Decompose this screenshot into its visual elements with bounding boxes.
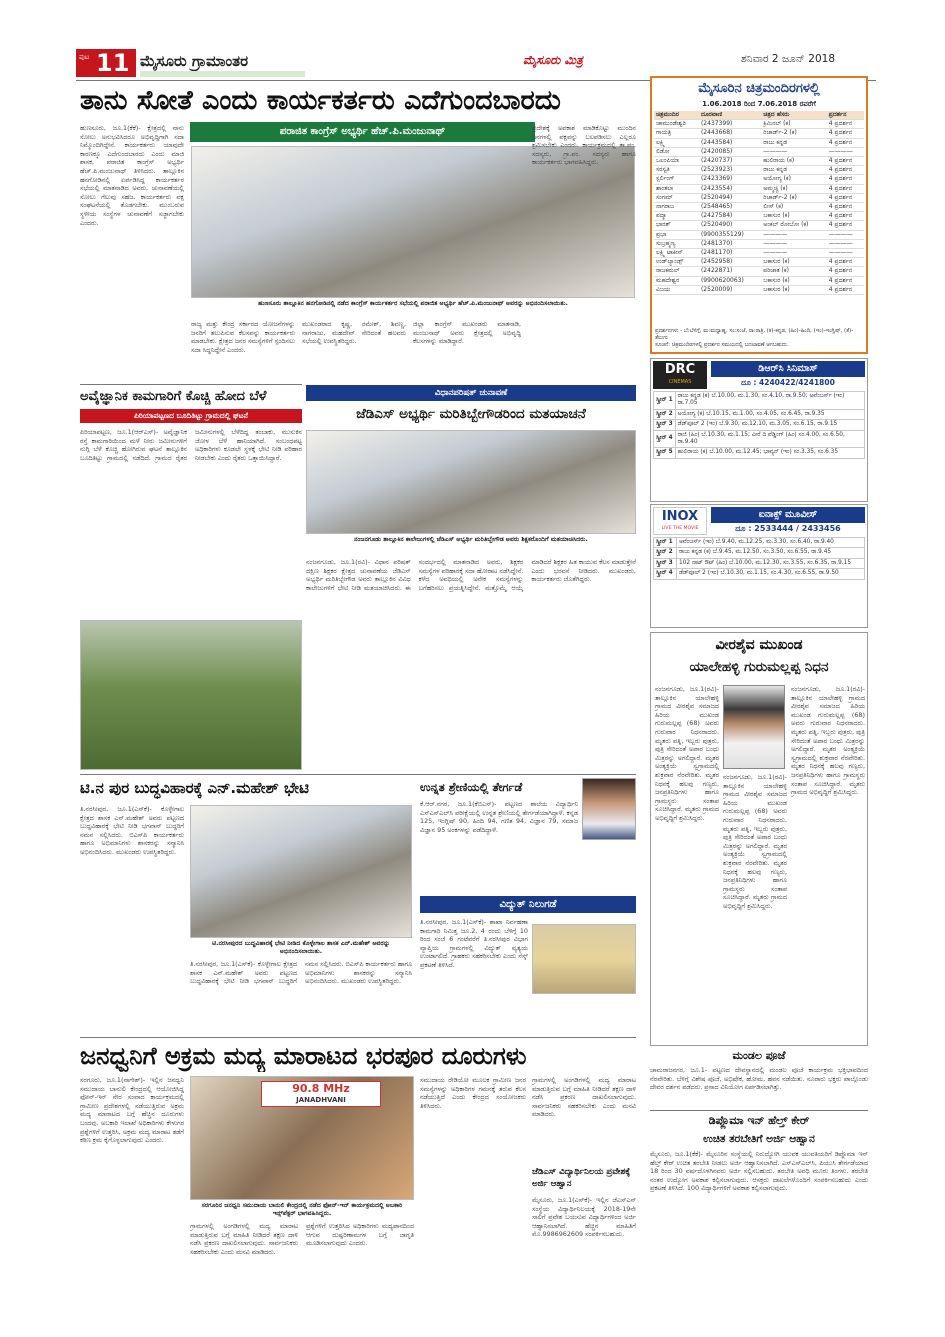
cinema-cell: (2548465) bbox=[699, 203, 761, 212]
radio-station-name: JANADHVANI bbox=[296, 1096, 346, 1104]
cinema-cell: 4 ಪ್ರದರ್ಶನ bbox=[827, 138, 864, 147]
cinema-cell: ಅಯೋಗ್ಯ (ಕ) bbox=[761, 175, 826, 184]
cinema-cell: ರಿಚಾರ್ಡ್‌-2 (ಕ) bbox=[761, 129, 826, 138]
cinema-cell: (2422871) bbox=[699, 267, 761, 276]
cinema-cell: ಲಕ್ಷ್ಮಿ bbox=[654, 138, 699, 147]
cinema-cell: ಪದ್ಮಾ bbox=[654, 212, 699, 221]
cinema-row bbox=[654, 175, 864, 184]
obituary-portrait bbox=[723, 685, 785, 769]
radio-frequency: 90.8 MHz bbox=[292, 1082, 350, 1095]
drc-rows bbox=[654, 392, 865, 459]
cinema-row bbox=[654, 203, 864, 212]
drc-row bbox=[654, 448, 865, 458]
section-underline bbox=[140, 71, 305, 77]
cinema-cell: ಬಕಾಸುರ (ಕ) bbox=[761, 212, 826, 221]
cinema-title: ಮೈಸೂರಿನ ಚಿತ್ರಮಂದಿರಗಳಲ್ಲಿ bbox=[698, 81, 820, 96]
masthead bbox=[76, 47, 876, 79]
drc-box bbox=[650, 358, 868, 502]
power-cut-body: ತಿ.ನರಸೀಪುರ, ಜೂ.1(ಎಸ್‌ಕೆ)- ಶಾಖಾ ನಿರ್ವಹಣಾ ಕಾಮಗಾರಿ ನಿಮಿತ್ತ ಜೂ.2, 4 ರಂದು ಬೆಳಿಗ್ಗೆ 10 ರಿಂದ ಸಂಜೆ 6 ಗಂಟೆವರೆಗೆ ತಿ.ನರಸೀಪುರ ವಿಭಾಗ ವ್ಯಾಪ್ತಿಯ ಗ್ರಾಮಗಳಲ್ಲಿ ವಿದ್ಯುತ್ ವ್ಯತ್ಯಯ ಉಂಟಾಗಲಿದೆ. ಗ್ರಾಹಕರು ಸಹಕರಿಸಬೇಕು ಎಂದು ಸೆಸ್ಕ್ ಪ್ರಕಟಣೆ ತಿಳಿಸಿದೆ. bbox=[420, 918, 528, 969]
cinema-cell: (2481370) bbox=[699, 239, 761, 248]
cinema-cell: ಅಂಕಲ್ ರೋಬೋ (ಕ) bbox=[761, 221, 826, 230]
cinema-cell: 4 ಪ್ರದರ್ಶನ bbox=[827, 157, 864, 166]
cinema-cell: ಲಕ್ಷ್ಮಿ ಟಾಕೀಸ್ bbox=[654, 249, 699, 258]
cinema-cell: ಸ್ಟರ್ಲಿಂಗ್ bbox=[654, 175, 699, 184]
cinema-cell: ಬಕಾಸುರ (ಕ) bbox=[761, 258, 826, 267]
cinema-cell: ———— bbox=[761, 239, 826, 248]
healthcare-body: ಮೈಸೂರು, ಜೂ.1(ಕೆಕೆ)- ಮೈಸೂರಿನ ಸಂಸ್ಥೆಯಲ್ಲಿ ನಿರುದ್ಯೋಗಿ ಯುವಕ ಯುವತಿಯರಿಗೆ ಡಿಪ್ಲೊಮಾ ಇನ್ ಹೆಲ್ತ್ ಕೇರ್ ಉಚಿತ ತರಬೇತಿ ನೀಡಲು ಅರ್ಜಿ ಆಹ್ವಾನಿಸಲಾಗಿದೆ. ಎಸ್ಎಸ್ಎಲ್‌ಸಿ, ಪಿಯುಸಿ ತೇರ್ಗಡೆಯಾದ 18 ರಿಂದ 30 ವರ್ಷದೊಳಗಿನವರು ಅರ್ಜಿ ಸಲ್ಲಿಸಬಹುದು. ತರಬೇತಿ ಅವಧಿ ಮೂರು ತಿಂಗಳು. ತರಬೇತಿ ನಂತರ ಉದ್ಯೋಗ ಅವಕಾಶ ಕಲ್ಪಿಸಲಾಗುವುದು. ಆಸಕ್ತರು ದಾಖಲೆಗಳೊಂದಿಗೆ ಸಂಪರ್ಕಿಸಬಹುದು ಎಂದು ಪ್ರಕಟಣೆ ತಿಳಿಸಿದೆ. 100 ವಿದ್ಯಾರ್ಥಿಗಳಿಗೆ ಅವಕಾಶ ಕಲ್ಪಿಸಲಾಗುವುದು. bbox=[650, 1150, 868, 1193]
cinema-cell: ಗಾಯತ್ರಿ bbox=[654, 129, 699, 138]
cinema-cell: ಲೀಸ್ (ಕ) bbox=[761, 203, 826, 212]
cinema-row bbox=[654, 166, 864, 175]
inox-logo bbox=[653, 507, 707, 535]
cinema-cell: (2420737) bbox=[699, 157, 761, 166]
cinema-header-shows: ಪ್ರದರ್ಶನ bbox=[827, 111, 864, 120]
radio-caption: ಸರಗೂರಿನ ಜನಧ್ವನಿ ಸಮುದಾಯ ಬಾನುಲಿ ಕೇಂದ್ರದಲ್ಲಿ ನಡೆದ ಫೋನ್-ಇನ್ ಕಾರ್ಯಕ್ರಮದಲ್ಲಿ ಅಬಕಾರಿ ಇನ್ಸ್‌ಪೆಕ್ಟರ್ ಭಾಗವಹಿಸಿದ್ದರು. bbox=[201, 1202, 403, 1217]
cinema-cell: ಲಿಡೋ bbox=[654, 147, 699, 156]
lead-headline: ತಾನು ಸೋತೆ ಎಂದು ಕಾರ್ಯಕರ್ತರು ಎದೆಗುಂದಬಾರದು bbox=[80, 85, 561, 116]
inox-cell: ರಾಜು ಕನ್ನಡ (ಕ) ಬೆ.9.45, ಮ.12.50, ಸಂ.3.50, ಸಂ.6.55, ರಾ.9.45 bbox=[676, 548, 864, 558]
cinema-box bbox=[650, 76, 868, 354]
inox-cell: ಸ್ಕ್ರೀನ್ 4 bbox=[654, 569, 677, 579]
council-headline: ಜೆಡಿಎಸ್ ಅಭ್ಯರ್ಥಿ ಮರಿತಿಬ್ಬೇಗೌಡರಿಂದ ಮತಯಾಚನೆ bbox=[356, 406, 586, 422]
lead-subhead: ಪರಾಜಿತ ಕಾಂಗ್ರೆಸ್ ಅಭ್ಯರ್ಥಿ ಹೆಚ್.ಪಿ.ಮಂಜುನಾಥ್ bbox=[190, 122, 535, 142]
obituary-headline-2: ಯಾಲೇಹಳ್ಳಿ ಗುರುಮಲ್ಲಪ್ಪ ನಿಧನ bbox=[689, 659, 829, 675]
cinema-row bbox=[654, 267, 864, 276]
council-photo-caption: ನಂಜನಗೂಡು ತಾಲ್ಲೂಕಿನ ಕಾಲೇಜುಗಳಲ್ಲಿ ಜೆಡಿಎಸ್ ಅಭ್ಯರ್ಥಿ ಮರಿತಿಬ್ಬೇಗೌಡ ಅವರು ಶಿಕ್ಷಕರೊಂದಿಗೆ ಮತಯಾಚಿಸಿದರು. bbox=[354, 536, 588, 543]
hostel-headline: ಜೆಡಿಎಸ್ ವಿದ್ಯಾರ್ಥಿನಿಲಯ ಪ್ರವೇಶಕ್ಕೆ ಅರ್ಜಿ ಆಹ್ವಾನ bbox=[532, 1167, 631, 1189]
cinema-cell: ———— bbox=[827, 239, 864, 248]
mandala-pooja-body: ಚಾಮರಾಜನಗರ, ಜೂ.1- ಪಟ್ಟಣದ ದೇವಸ್ಥಾನದಲ್ಲಿ ಮಂಡಲ ಪೂಜೆ ಕಾರ್ಯಕ್ರಮ ಭಕ್ತಿಭಾವದಿಂದ ನೆರವೇರಿತು. ಬೆಳಿಗ್ಗೆ ವಿಶೇಷ ಪೂಜೆ, ಅಭಿಷೇಕ, ಹೋಮ, ಹವನ ನಡೆಯಿತು. ನೂರಾರು ಭಕ್ತರು ಪಾಲ್ಗೊಂಡು ದೇವರ ದರ್ಶನ ಪಡೆದರು. ಪ್ರಸಾದ ವಿನಿಯೋಗ ಏರ್ಪಡಿಸಲಾಗಿತ್ತು. bbox=[650, 1066, 868, 1092]
cinema-cell: (2443668) bbox=[699, 129, 761, 138]
lead-column-1: ಹುಣಸೂರು, ಜೂ.1(ಕೆಕೆ)- ಕ್ಷೇತ್ರದಲ್ಲಿ ನಾನು ಸೋಲು ಅನುಭವಿಸಿದರೂ ಅಭಿವೃದ್ಧಿಗಾಗಿ ಸದಾ ನಿಮ್ಮೊಂದಿಗಿದ್ದೇನೆ. ಕಾರ್ಯಕರ್ತರು ಯಾವುದೇ ಕಾರಣಕ್ಕೂ ಎದೆಗುಂದಬಾರದು ಎಂದು ಮಾಜಿ ಶಾಸಕ, ಪರಾಜಿತ ಕಾಂಗ್ರೆಸ್ ಅಭ್ಯರ್ಥಿ ಹೆಚ್.ಪಿ.ಮಂಜುನಾಥ್ ತಿಳಿಸಿದರು. ತಾಲ್ಲೂಕಿನ ಹನಗೋಡಿನಲ್ಲಿ ಏರ್ಪಡಿಸಿದ್ದ ಕಾರ್ಯಕರ್ತರ ಸಭೆಯಲ್ಲಿ ಮಾತನಾಡಿದ ಅವರು, ಚುನಾವಣೆಯಲ್ಲಿ ಸೋಲು ಗೆಲುವು ಸಹಜ. ಕಾರ್ಯಕರ್ತರು ಪಕ್ಷ ಸಂಘಟನೆಯಲ್ಲಿ ತೊಡಗಬೇಕು. ಮುಂಬರುವ ಸ್ಥಳೀಯ ಸಂಸ್ಥೆಗಳ ಚುನಾವಣೆಗೆ ಸಜ್ಜಾಗಬೇಕು ಎಂದರು. bbox=[80, 124, 184, 227]
obituary-headline-1: ವೀರಶೈವ ಮುಖಂಡ bbox=[715, 637, 803, 653]
cinema-cell: ನಾಗರಾಜ bbox=[654, 203, 699, 212]
cinema-cell: ———— bbox=[827, 249, 864, 258]
inox-rows bbox=[654, 538, 865, 580]
issue-date: ಶನಿವಾರ 2 ಜೂನ್ 2018 bbox=[741, 53, 836, 65]
drc-schedule bbox=[653, 391, 865, 459]
inox-row bbox=[654, 548, 865, 558]
cinema-cell: ಬಕಾಸುರ (ಕ) bbox=[761, 285, 826, 294]
inox-row bbox=[654, 558, 865, 568]
inox-cell: ಅವೆಂಜರ್ಸ್ (ಇಂ) ಬೆ.9.40, ಮ.12.25, ಮ.3.30, ಸಂ.6.40, ರಾ.9.40 bbox=[676, 538, 864, 548]
cinema-cell: (9900620063) bbox=[699, 276, 761, 285]
cinema-cell: ಹುಲಿರಾಯ (ಕ) bbox=[761, 157, 826, 166]
cinema-cell: ಉಡ್‌ಲ್ಯಾಂಡ್ಸ್ bbox=[654, 258, 699, 267]
student-photo bbox=[582, 778, 636, 840]
cinema-row bbox=[654, 249, 864, 258]
crop-body: ಪಿರಿಯಾಪಟ್ಟಣ, ಜೂ.1(ಆರ್‌ಎಸ್)- ಅವೈಜ್ಞಾನಿಕ ರಸ್ತೆ ಕಾಮಗಾರಿಯಿಂದ ಮಳೆ ನೀರು ಜಮೀನುಗಳಿಗೆ ನುಗ್ಗಿ ಬೆಳೆ ಕೊಚ್ಚಿ ಹೋಗಿರುವ ಘಟನೆ ತಾಲ್ಲೂಕಿನ ಬೂದಿತಿಟ್ಟು ಗ್ರಾಮದಲ್ಲಿ ನಡೆದಿದೆ. ಗ್ರಾಮದ ರೈತರ ಜಮೀನುಗಳಲ್ಲಿ ಬೆಳೆದಿದ್ದ ತಂಬಾಕು, ಮುಸುಕಿನ ಜೋಳ ಬೆಳೆ ಹಾನಿಯಾಗಿದೆ. ಸಂಬಂಧಪಟ್ಟ ಅಧಿಕಾರಿಗಳು ಕೂಡಲೇ ಸ್ಥಳಕ್ಕೆ ಭೇಟಿ ನೀಡಿ ಪರಿಹಾರ ನೀಡಬೇಕು ಎಂದು ರೈತರು ಒತ್ತಾಯಿಸಿದ್ದಾರೆ. bbox=[80, 428, 302, 462]
drc-row bbox=[654, 420, 865, 430]
radio-frequency-sign bbox=[261, 1081, 381, 1107]
cinema-cell: 4 ಪ್ರದರ್ಶನ bbox=[827, 129, 864, 138]
cinema-cell: ಚಾಮುಂಡೇಶ್ವರಿ bbox=[654, 120, 699, 129]
cinema-cell: ರಿಚಾರ್ಡ್‌-2 (ಕ) bbox=[761, 193, 826, 202]
cinema-cell: ರಾಜಕಮಲ್ bbox=[654, 267, 699, 276]
cinema-cell: ಅಮ್ಮಚ್ಚಿ (ಕ) bbox=[761, 184, 826, 193]
cinema-cell: (2520490) bbox=[699, 221, 761, 230]
cinema-row bbox=[654, 120, 864, 129]
inox-row bbox=[654, 538, 865, 548]
drc-row bbox=[654, 392, 865, 410]
cinema-row bbox=[654, 129, 864, 138]
drc-cell: ಡೆಡ್‌ಪೂಲ್ 2 (ಇಂ) ಬೆ.9.30, ಮ.12.10, ಮ.3.05, ಸಂ.6.15, ರಾ.9.15 bbox=[675, 420, 864, 430]
mandala-pooja-headline: ಮಂಡಲ ಪೂಜೆ bbox=[732, 1049, 786, 1062]
hostel-body: ಮೈಸೂರು, ಜೂ.1(ಎಸ್‌ಕೆ)- ಇಲ್ಲಿನ ಜೆಎಸ್‌ಎಸ್ ಸಂಸ್ಥೆಯ ವಿದ್ಯಾರ್ಥಿನಿಲಯಕ್ಕೆ 2018-19ನೇ ಸಾಲಿಗೆ ಪ್ರವೇಶ ಬಯಸುವ ವಿದ್ಯಾರ್ಥಿಗಳಿಂದ ಅರ್ಜಿ ಆಹ್ವಾನಿಸಲಾಗಿದೆ. ಹೆಚ್ಚಿನ ಮಾಹಿತಿಗೆ ಮೊ.9986962609 ಸಂಪರ್ಕಿಸಬಹುದು. bbox=[532, 1196, 636, 1239]
inox-row bbox=[654, 569, 865, 579]
cinema-cell: ———— bbox=[761, 249, 826, 258]
cinema-cell: ಪ್ರಭಾ bbox=[654, 230, 699, 239]
drc-cell: ರಾಜು ಕನ್ನಡ (ಕ) ಬೆ.10.00, ಮ.1.30, ಸಂ.4.10, ರಾ.9.50; ಅವೆಂಜರ್ಸ್ (ಇಂ) ರಾ.7.05 bbox=[675, 392, 864, 410]
cinema-cell: (2452958) bbox=[699, 258, 761, 267]
cinema-note: ಸೂಚನೆ: ಚಿತ್ರಮಂದಿರಗಳಲ್ಲಿ ಪ್ರದರ್ಶನ ಸಮಯದಲ್ಲಿ ಬದಲಾವಣೆ ಆಗಬಹುದು. bbox=[655, 342, 789, 348]
cinema-cell: 4 ಪ್ರದರ್ಶನ bbox=[827, 203, 864, 212]
inox-cell: ಸ್ಕ್ರೀನ್ 1 bbox=[654, 538, 677, 548]
cinema-cell: (2520009) bbox=[699, 285, 761, 294]
drc-logo-sub: CINEMAS bbox=[668, 379, 692, 385]
drc-cell: ಸ್ಕ್ರೀನ್ 2 bbox=[654, 409, 676, 419]
drc-cell: ಸ್ಕ್ರೀನ್ 4 bbox=[654, 430, 676, 448]
cinema-row bbox=[654, 193, 864, 202]
drc-cell: ಅಯೋಗ್ಯ (ಕ) ಬೆ.10.15, ಮ.1.00, ಸಂ.4.05, ಸಂ.6.45, ರಾ.9.35 bbox=[675, 409, 864, 419]
cinema-cell: 4 ಪ್ರದರ್ಶನ bbox=[827, 276, 864, 285]
page-number: 11 bbox=[96, 49, 130, 77]
cinema-header-phone: ದೂರವಾಣಿ bbox=[699, 111, 761, 120]
drc-cell: ಸ್ಕ್ರೀನ್ 5 bbox=[654, 448, 676, 458]
cinema-cell: 4 ಪ್ರದರ್ಶನ bbox=[827, 166, 864, 175]
cinema-cell: ಕ್ರಿಮಿನಲ್ (ಕ) bbox=[761, 120, 826, 129]
cinema-cell: ———— bbox=[827, 230, 864, 239]
lead-column-4: ಜಿಲ್ಲಾ ಕಾಂಗ್ರೆಸ್ ಮುಖಂಡರು ಮಾತನಾಡಿ, ಮಂಜುನಾಥ್ ಅವರು ಕ್ಷೇತ್ರದಲ್ಲಿ ಅಭಿವೃದ್ಧಿ ಕೆಲಸಗಳನ್ನು ಮಾಡಿದ್ದಾರೆ. bbox=[413, 320, 521, 346]
lead-column-5: ಪ್ರದೇಶಕ್ಕೆ ಅವಕಾಶ ಮಾಡಿಕೊಟ್ಟು ಮುಂದಿನ ದಿನಗಳಲ್ಲಿ ಪಕ್ಷವನ್ನು ಬಲಪಡಿಸಲು ಎಲ್ಲರೂ ಶ್ರಮಿಸಬೇಕು ಎಂದರು. ಕಾರ್ಯಕ್ರಮದಲ್ಲಿ ತಾ.ಪಂ. ಸದಸ್ಯರು, ಗ್ರಾ.ಪಂ. ಸದಸ್ಯರು ಹಾಗೂ ಕಾರ್ಯಕರ್ತರು ಭಾಗವಹಿಸಿದ್ದರು. bbox=[532, 124, 636, 167]
drc-cell: ಹುಲಿರಾಯ (ಕ) ಬೆ.10.00, ಮ.12.45; ಭಾವ್ಯನ್ (ಇಂ) ಸಂ.3.35, ಸಂ.6.35 bbox=[675, 448, 864, 458]
crop-photo bbox=[80, 620, 302, 770]
inox-cell: ಸ್ಕ್ರೀನ್ 2 bbox=[654, 548, 677, 558]
cinema-row bbox=[654, 184, 864, 193]
cinema-cell: (2423554) bbox=[699, 184, 761, 193]
section-title: ಮೈಸೂರು ಗ್ರಾಮಾಂತರ bbox=[140, 52, 249, 70]
cinema-cell: ———— bbox=[761, 230, 826, 239]
cinema-rows bbox=[654, 120, 864, 295]
cinema-cell: ———— bbox=[827, 147, 864, 156]
page-number-badge bbox=[76, 49, 136, 77]
power-tower-photo bbox=[532, 924, 636, 994]
council-photo bbox=[306, 430, 636, 534]
newspaper-logo: ಮೈಸೂರು ಮಿತ್ರ bbox=[523, 53, 583, 67]
cinema-cell: (2443584) bbox=[699, 138, 761, 147]
cinema-cell: (2520494) bbox=[699, 193, 761, 202]
cinema-row bbox=[654, 276, 864, 285]
inox-box bbox=[650, 504, 868, 628]
buddha-vihara-body-2: ತಿ.ನರಸೀಪುರ, ಜೂ.1(ಎಸ್‌ಕೆ)- ಕೊಳ್ಳೇಗಾಲ ಕ್ಷೇತ್ರದ ಶಾಸಕ ಎನ್.ಮಹೇಶ್ ಅವರು ಪಟ್ಟಣದ ಬುದ್ಧವಿಹಾರಕ್ಕೆ ಭೇಟಿ ನೀಡಿ ಭಗವಾನ್ ಬುದ್ಧರಿಗೆ ನಮನ ಸಲ್ಲಿಸಿದರು. ಬಿಎಸ್‌ಪಿ ಕಾರ್ಯಕರ್ತರು ಹಾಗೂ ಅಭಿಮಾನಿಗಳು ಶಾಸಕರನ್ನು ಸನ್ಮಾನಿಸಿ ಅಭಿನಂದಿಸಿದರು. ಮುಖಂಡರು ಉಪಸ್ಥಿತರಿದ್ದರು. bbox=[190, 960, 412, 986]
cinema-cell: ಬಕಾಸುರ (ಕ) bbox=[761, 276, 826, 285]
cinema-cell: ಸುಬ್ರಹ್ಮಣ್ಯ bbox=[654, 239, 699, 248]
inox-cell: ಸ್ಕ್ರೀನ್ 3 bbox=[654, 558, 677, 568]
cinema-row bbox=[654, 212, 864, 221]
divider bbox=[80, 1037, 636, 1038]
crop-subhead: ಪಿರಿಯಾಪಟ್ಟಣದ ಬೂದಿತಿಟ್ಟು ಗ್ರಾಮದಲ್ಲಿ ಘಟನೆ bbox=[80, 409, 302, 423]
cinema-cell: ಸರಸ್ವತಿ bbox=[654, 166, 699, 175]
buddha-vihara-headline: ಟಿ.ನ ಪುರ ಬುದ್ಧವಿಹಾರಕ್ಕೆ ಎನ್.ಮಹೇಶ್ ಭೇಟಿ bbox=[80, 779, 309, 797]
cinema-cell: ವಿಜಯ bbox=[654, 285, 699, 294]
obituary-body-right: ನಂಜನಗೂಡು, ಜೂ.1(ರವಿ)- ತಾಲ್ಲೂಕಿನ ಯಾಲೇಹಳ್ಳಿ ಗ್ರಾಮದ ವೀರಶೈವ ಸಮಾಜದ ಹಿರಿಯ ಮುಖಂಡ ಗುರುಮಲ್ಲಪ್ಪ (68) ಅವರು ಗುರುವಾರ ನಿಧನರಾದರು. ಮೃತರು ಪತ್ನಿ, ಇಬ್ಬರು ಪುತ್ರರು, ಪುತ್ರಿ ಸೇರಿದಂತೆ ಅಪಾರ ಬಂಧು ಮಿತ್ರರನ್ನು ಅಗಲಿದ್ದಾರೆ. ಮೃತರ ಅಂತ್ಯಕ್ರಿಯೆ ಸ್ವಗ್ರಾಮದಲ್ಲಿ ಶುಕ್ರವಾರ ನೆರವೇರಿತು. ಮೃತರ ನಿಧನಕ್ಕೆ ಹಲವು ಗಣ್ಯರು, ಜನಪ್ರತಿನಿಧಿಗಳು ಹಾಗೂ ಗ್ರಾಮಸ್ಥರು ಸಂತಾಪ ಸೂಚಿಸಿದ್ದಾರೆ. ಮೃತರು ಗ್ರಾಮದ ಅಭಿವೃದ್ಧಿಗೆ ಶ್ರಮಿಸಿದ್ದರು. bbox=[791, 685, 865, 797]
drc-cell: ಸ್ಕ್ರೀನ್ 1 bbox=[654, 392, 676, 410]
cinema-cell: ಮಹದೇಶ್ವರ bbox=[654, 276, 699, 285]
buddha-vihara-photo bbox=[190, 805, 412, 938]
cinema-row bbox=[654, 147, 864, 156]
cinema-cell: (2481170) bbox=[699, 249, 761, 258]
cinema-cell: (2523923) bbox=[699, 166, 761, 175]
cinema-row bbox=[654, 258, 864, 267]
cinema-cell: (2427584) bbox=[699, 212, 761, 221]
cinema-cell: 4 ಪ್ರದರ್ಶನ bbox=[827, 193, 864, 202]
inox-logo-text: INOX bbox=[661, 509, 699, 524]
liquor-headline: ಜನಧ್ವನಿಗೆ ಅಕ್ರಮ ಮದ್ಯ ಮಾರಾಟದ ಭರಪೂರ ದೂರುಗಳು bbox=[80, 1042, 527, 1070]
cinema-cell: ಪರಿಜಾತ (ಕ) bbox=[761, 267, 826, 276]
cinema-cell: (2437399) bbox=[699, 120, 761, 129]
cinema-cell: 4 ಪ್ರದರ್ಶನ bbox=[827, 175, 864, 184]
obituary-body-left: ನಂಜನಗೂಡು, ಜೂ.1(ರವಿ)- ತಾಲ್ಲೂಕಿನ ಯಾಲೇಹಳ್ಳಿ ಗ್ರಾಮದ ವೀರಶೈವ ಸಮಾಜದ ಹಿರಿಯ ಮುಖಂಡ ಗುರುಮಲ್ಲಪ್ಪ (68) ಅವರು ಗುರುವಾರ ನಿಧನರಾದರು. ಮೃತರು ಪತ್ನಿ, ಇಬ್ಬರು ಪುತ್ರರು, ಪುತ್ರಿ ಸೇರಿದಂತೆ ಅಪಾರ ಬಂಧು ಮಿತ್ರರನ್ನು ಅಗಲಿದ್ದಾರೆ. ಮೃತರ ಅಂತ್ಯಕ್ರಿಯೆ ಸ್ವಗ್ರಾಮದಲ್ಲಿ ಶುಕ್ರವಾರ ನೆರವೇರಿತು. ಮೃತರ ನಿಧನಕ್ಕೆ ಹಲವು ಗಣ್ಯರು, ಜನಪ್ರತಿನಿಧಿಗಳು ಹಾಗೂ ಗ್ರಾಮಸ್ಥರು ಸಂತಾಪ ಸೂಚಿಸಿದ್ದಾರೆ. ಮೃತರು ಗ್ರಾಮದ ಅಭಿವೃದ್ಧಿಗೆ ಶ್ರಮಿಸಿದ್ದರು. bbox=[655, 685, 719, 822]
cinema-cell: 4 ಪ್ರದರ್ಶನ bbox=[827, 267, 864, 276]
cinema-cell: ಭಾರತ್ bbox=[654, 221, 699, 230]
liquor-body-3: ಪ್ರಶ್ನೆಗಳಿಗೆ ಉತ್ತರಿಸಿದ ಅಧಿಕಾರಿಗಳು ಮದ್ಯಪಾನದಿಂದ ಆಗುವ ದುಷ್ಪರಿಣಾಮಗಳ ಬಗ್ಗೆ ಜಾಗೃತಿ ಮೂಡಿಸಲಾಗುವುದು ಎಂದರು. bbox=[306, 1222, 414, 1248]
cinema-cell: ಸಂಗಮ್ bbox=[654, 193, 699, 202]
cinema-row bbox=[654, 221, 864, 230]
drc-row bbox=[654, 430, 865, 448]
cinema-table bbox=[654, 111, 864, 295]
liquor-body-4: ಸಮುದಾಯ ರೇಡಿಯೋ ಮೂಲಕ ಗ್ರಾಮೀಣ ಜನರ ಸಮಸ್ಯೆಗಳನ್ನು ಅಧಿಕಾರಿಗಳ ಗಮನಕ್ಕೆ ತರುವ ಕೆಲಸ ನಡೆಯುತ್ತಿದೆ ಎಂದು ಕೇಂದ್ರದ ಸಂಯೋಜಕರು ತಿಳಿಸಿದರು. bbox=[420, 1076, 526, 1110]
council-body: ನಂಜನಗೂಡು, ಜೂ.1(ರವಿ)- ವಿಧಾನ ಪರಿಷತ್ ದಕ್ಷಿಣ ಶಿಕ್ಷಕರ ಕ್ಷೇತ್ರದ ಚುನಾವಣೆಯ ಜೆಡಿಎಸ್ ಅಭ್ಯರ್ಥಿ ಮರಿತಿಬ್ಬೇಗೌಡ ಅವರು ತಾಲ್ಲೂಕಿನ ವಿವಿಧ ಕಾಲೇಜುಗಳಿಗೆ ಭೇಟಿ ನೀಡಿ ಮತಯಾಚಿಸಿದರು. ಈ ಸಂದರ್ಭದಲ್ಲಿ ಮಾತನಾಡಿದ ಅವರು, ಶಿಕ್ಷಕರ ಸಮಸ್ಯೆಗಳ ಪರಿಹಾರಕ್ಕೆ ಸದಾ ಹೋರಾಟ ನಡೆಸಿದ್ದೇನೆ. ಕಳೆದ ಅವಧಿಯಲ್ಲಿ ಅನೇಕ ಸಮಸ್ಯೆಗಳನ್ನು ಬಗೆಹರಿಸಲು ಪ್ರಯತ್ನಿಸಿದ್ದೇನೆ. ಮತ್ತೊಮ್ಮೆ ಆಯ್ಕೆ ಮಾಡಿದರೆ ಶಿಕ್ಷಕರ ಹಿತ ಕಾಯುವ ಕೆಲಸ ಮಾಡುತ್ತೇನೆ ಎಂದು ಭರವಸೆ ನೀಡಿದರು. ಮುಖಂಡರು, ಕಾರ್ಯಕರ್ತರು ಜೊತೆಗಿದ್ದರು. bbox=[306, 558, 636, 592]
crop-headline: ಅವೈಜ್ಞಾನಿಕ ಕಾಮಗಾರಿಗೆ ಕೊಚ್ಚಿ ಹೋದ ಬೆಳೆ bbox=[80, 389, 267, 404]
lead-photo-caption: ಹುಣಸೂರು ತಾಲ್ಲೂಕಿನ ಹನಗೋಡಿನಲ್ಲಿ ನಡೆದ ಕಾಂಗ್ರೆಸ್ ಕಾರ್ಯಕರ್ತರ ಸಭೆಯಲ್ಲಿ ಪರಾಜಿತ ಅಭ್ಯರ್ಥಿ ಹೆಚ್.ಪಿ.ಮಂಜುನಾಥ್ ಅವರನ್ನು ಅಭಿನಂದಿಸಲಾಯಿತು. bbox=[258, 300, 568, 307]
cinema-cell: ರಾಜು ಕನ್ನಡ bbox=[761, 166, 826, 175]
buddha-vihara-body: ತಿ.ನರಸೀಪುರ, ಜೂ.1(ಎಸ್‌ಕೆ)- ಕೊಳ್ಳೇಗಾಲ ಕ್ಷೇತ್ರದ ಶಾಸಕ ಎನ್.ಮಹೇಶ್ ಅವರು ಪಟ್ಟಣದ ಬುದ್ಧವಿಹಾರಕ್ಕೆ ಭೇಟಿ ನೀಡಿ ಭಗವಾನ್ ಬುದ್ಧರಿಗೆ ನಮನ ಸಲ್ಲಿಸಿದರು. ಬಿಎಸ್‌ಪಿ ಕಾರ್ಯಕರ್ತರು ಹಾಗೂ ಅಭಿಮಾನಿಗಳು ಶಾಸಕರನ್ನು ಸನ್ಮಾನಿಸಿ ಅಭಿನಂದಿಸಿದರು. ಮುಖಂಡರು ಉಪಸ್ಥಿತರಿದ್ದರು. bbox=[80, 805, 184, 856]
divider bbox=[650, 1110, 868, 1111]
page-label: ಪುಟ bbox=[79, 53, 90, 61]
cinema-header-film: ಚಿತ್ರದ ಹೆಸರು bbox=[761, 111, 826, 120]
cinema-row bbox=[654, 285, 864, 294]
liquor-body-1: ಸರಗೂರು, ಜೂ.1(ನಾಗೇಶ್)- ಇಲ್ಲಿನ ಜನಧ್ವನಿ ಸಮುದಾಯ ಬಾನುಲಿ ಕೇಂದ್ರದಲ್ಲಿ ಆಯೋಜಿಸಿದ್ದ ಫೋನ್-ಇನ್ ನೇರ ಸಂವಾದ ಕಾರ್ಯಕ್ರಮದಲ್ಲಿ ಗ್ರಾಮೀಣ ಪ್ರದೇಶಗಳಲ್ಲಿ ನಡೆಯುತ್ತಿರುವ ಅಕ್ರಮ ಮದ್ಯ ಮಾರಾಟದ ಬಗ್ಗೆ ಹೆಚ್ಚಿನ ದೂರುಗಳು ಬಂದವು. ಅಬಕಾರಿ ಇಲಾಖೆ ಅಧಿಕಾರಿಗಳು ಕೇಳುಗರ ಪ್ರಶ್ನೆಗಳಿಗೆ ಉತ್ತರಿಸಿ, ಅಕ್ರಮ ಮದ್ಯ ಮಾರಾಟ ತಡೆಗೆ ಕಠಿಣ ಕ್ರಮ ಕೈಗೊಳ್ಳಲಾಗುವುದು ಎಂದರು. bbox=[80, 1076, 184, 1145]
cinema-cell: (2423369) bbox=[699, 175, 761, 184]
cinema-cell: 4 ಪ್ರದರ್ಶನ bbox=[827, 184, 864, 193]
radio-studio-photo bbox=[190, 1076, 414, 1200]
council-kicker: ವಿಧಾನಪರಿಷತ್ ಚುನಾವಣೆ bbox=[306, 385, 636, 401]
divider bbox=[80, 774, 636, 775]
result-body: ಕೆ.ಆರ್.ನಗರ, ಜೂ.1(ಕೆಬಿಎಸ್)- ಪಟ್ಟಣದ ಶಾಲೆಯ ವಿದ್ಯಾರ್ಥಿನಿ ಎಸ್ಎಸ್ಎಲ್‌ಸಿ ಪರೀಕ್ಷೆಯಲ್ಲಿ ಉನ್ನತ ಶ್ರೇಣಿಯಲ್ಲಿ ತೇರ್ಗಡೆಯಾಗಿದ್ದಾಳೆ. ಕನ್ನಡ 125, ಇಂಗ್ಲಿಷ್ 90, ಹಿಂದಿ 94, ಗಣಿತ 94, ವಿಜ್ಞಾನ 79, ಸಮಾಜ ವಿಜ್ಞಾನ 95 ಅಂಕಗಳನ್ನು ಪಡೆದಿದ್ದಾಳೆ. bbox=[420, 800, 578, 834]
cinema-cell: 4 ಪ್ರದರ್ಶನ bbox=[827, 120, 864, 129]
cinema-row bbox=[654, 157, 864, 166]
cinema-cell: ಶಾಂತಲಾ bbox=[654, 184, 699, 193]
lead-column-3: ಮುಖಂಡರಾದ ಕೃಷ್ಣ, ರಮೇಶ್, ಶಿವಣ್ಣ, ನಾಗರಾಜು, ಮಹದೇವ್ ಸೇರಿದಂತೆ ಹಲವರು ಸಭೆಯಲ್ಲಿ ಉಪಸ್ಥಿತರಿದ್ದರು. bbox=[302, 320, 406, 346]
inox-cell: ಡೆಡ್‌ಪೂಲ್ 2 (ಇಂ) ಬೆ.10.30, ಮ.1.15, ಸಂ.4.30, ಸಂ.6.55, ರಾ.9.50 bbox=[676, 569, 864, 579]
obituary-body-bottom: ನಂಜನಗೂಡು, ಜೂ.1(ರವಿ)- ತಾಲ್ಲೂಕಿನ ಯಾಲೇಹಳ್ಳಿ ಗ್ರಾಮದ ವೀರಶೈವ ಸಮಾಜದ ಹಿರಿಯ ಮುಖಂಡ ಗುರುಮಲ್ಲಪ್ಪ (68) ಅವರು ಗುರುವಾರ ನಿಧನರಾದರು. ಮೃತರು ಪತ್ನಿ, ಇಬ್ಬರು ಪುತ್ರರು, ಪುತ್ರಿ ಸೇರಿದಂತೆ ಅಪಾರ ಬಂಧು ಮಿತ್ರರನ್ನು ಅಗಲಿದ್ದಾರೆ. ಮೃತರ ಅಂತ್ಯಕ್ರಿಯೆ ಸ್ವಗ್ರಾಮದಲ್ಲಿ ಶುಕ್ರವಾರ ನೆರವೇರಿತು. ಮೃತರ ನಿಧನಕ್ಕೆ ಹಲವು ಗಣ್ಯರು, ಜನಪ್ರತಿನಿಧಿಗಳು ಹಾಗೂ ಗ್ರಾಮಸ್ಥರು ಸಂತಾಪ ಸೂಚಿಸಿದ್ದಾರೆ. ಮೃತರು ಗ್ರಾಮದ ಅಭಿವೃದ್ಧಿಗೆ ಶ್ರಮಿಸಿದ್ದರು. bbox=[723, 773, 787, 910]
drc-phone: ದೂ : 4240422/4241800 bbox=[741, 378, 835, 387]
cinema-table-header bbox=[654, 111, 864, 120]
cinema-cell: 4 ಪ್ರದರ್ಶನ bbox=[827, 221, 864, 230]
cinema-legend: ಪ್ರದರ್ಶನಗಳು - ಬೆ:ಬೆಳಿಗ್ಗೆ, ಮ:ಮಧ್ಯಾಹ್ನ, ಸಂ:ಸಂಜೆ, ರಾ:ರಾತ್ರಿ, (ಕ)-ಕನ್ನಡ, (ಹಿಂ)-ಹಿಂದಿ, (ಇಂ)-ಇಂಗ್ಲಿಷ್, (ತೆ)-ತೆಲುಗು bbox=[655, 328, 854, 341]
power-cut-headline: ವಿದ್ಯುತ್ ನಿಲುಗಡೆ bbox=[420, 896, 636, 913]
cinema-date-range: 1.06.2018 ರಿಂದ 7.06.2018 ರವರೆಗೆ bbox=[702, 100, 816, 108]
drc-cell: ಸ್ಕ್ರೀನ್ 3 bbox=[654, 420, 676, 430]
drc-title: ಡಿಆರ್‌ಸಿ ಸಿನಿಮಾಸ್ bbox=[711, 361, 865, 377]
cinema-cell: (2420085) bbox=[699, 147, 761, 156]
inox-schedule bbox=[653, 537, 865, 580]
buddha-vihara-caption: ಟಿ.ನರಸೀಪುರದ ಬುದ್ಧವಿಹಾರಕ್ಕೆ ಭೇಟಿ ನೀಡಿದ ಕೊಳ್ಳೇಗಾಲ ಶಾಸಕ ಎನ್.ಮಹೇಶ್ ಅವರನ್ನು ಅಭಿನಂದಿಸಲಾಯಿತು. bbox=[212, 940, 390, 955]
hostel-intro: ಗ್ರಾಮಗಳಲ್ಲಿ ಅಂಗಡಿಗಳಲ್ಲಿ ಮದ್ಯ ಮಾರಾಟ ಮಾಡುತ್ತಿರುವ ಬಗ್ಗೆ ಮಾಹಿತಿ ನೀಡಿದರೆ ತಕ್ಷಣ ದಾಳಿ ನಡೆಸಿ ಪ್ರಕರಣ ದಾಖಲಿಸಲಾಗುವುದು. ಸಾರ್ವಜನಿಕರು ಸಹಕರಿಸಬೇಕು ಎಂದು ಮನವಿ ಮಾಡಿದರು. bbox=[532, 1076, 636, 1119]
cinema-row bbox=[654, 239, 864, 248]
liquor-body-2: ಗ್ರಾಮಗಳಲ್ಲಿ ಅಂಗಡಿಗಳಲ್ಲಿ ಮದ್ಯ ಮಾರಾಟ ಮಾಡುತ್ತಿರುವ ಬಗ್ಗೆ ಮಾಹಿತಿ ನೀಡಿದರೆ ತಕ್ಷಣ ದಾಳಿ ನಡೆಸಿ ಪ್ರಕರಣ ದಾಖಲಿಸಲಾಗುವುದು. ಸಾರ್ವಜನಿಕರು ಸಹಕರಿಸಬೇಕು ಎಂದು ಮನವಿ ಮಾಡಿದರು. bbox=[190, 1222, 298, 1256]
cinema-cell: 4 ಪ್ರದರ್ಶನ bbox=[827, 212, 864, 221]
cinema-cell: 4 ಪ್ರದರ್ಶನ bbox=[827, 258, 864, 267]
inox-title: ಐನಾಕ್ಸ್ ಮೂವೀಸ್ bbox=[711, 507, 865, 523]
cinema-row bbox=[654, 138, 864, 147]
cinema-header-theatre: ಚಿತ್ರಮಂದಿರ bbox=[654, 111, 699, 120]
divider bbox=[80, 384, 302, 385]
inox-phone: ದೂ : 2533444 / 2433456 bbox=[735, 524, 841, 533]
cinema-cell: (9900355129) bbox=[699, 230, 761, 239]
drc-cell: ರಾಜಿ (ಹಿಂ) ಬೆ.10.30, ಮ.1.15; ವೀರೆ ದಿ ವೆಡ್ಡಿಂಗ್ (ಹಿಂ) ಸಂ.4.00, ಸಂ.6.50, ರಾ.9.40 bbox=[675, 430, 864, 448]
healthcare-headline-2: ಉಚಿತ ತರಬೇತಿಗೆ ಅರ್ಜಿ ಆಹ್ವಾನ bbox=[703, 1133, 815, 1145]
cinema-row bbox=[654, 230, 864, 239]
obituary-box bbox=[650, 632, 868, 1046]
inox-logo-sub: LIVE THE MOVIE bbox=[661, 526, 699, 531]
drc-logo bbox=[653, 361, 707, 389]
healthcare-headline-1: ಡಿಪ್ಲೊಮಾ ಇನ್ ಹೆಲ್ತ್ ಕೇರ್ bbox=[708, 1114, 810, 1127]
cinema-cell: 4 ಪ್ರದರ್ಶನ bbox=[827, 285, 864, 294]
cinema-cell: ———— bbox=[761, 147, 826, 156]
result-headline: ಉನ್ನತ ಶ್ರೇಣಿಯಲ್ಲಿ ತೇರ್ಗಡೆ bbox=[420, 780, 523, 794]
inox-cell: 102 ನಾಟ್ ಔಟ್ (ಹಿಂ) ಬೆ.10.00, ಮ.12.30, ಸಂ.3.55, ಸಂ.6.35, ರಾ.9.15 bbox=[676, 558, 864, 568]
cinema-cell: ರಾಜು ಕನ್ನಡ bbox=[761, 138, 826, 147]
cinema-cell: ಒಲಂಪಿಯಾ bbox=[654, 157, 699, 166]
drc-row bbox=[654, 409, 865, 419]
lead-column-2: ರಾಜ್ಯ ಮತ್ತು ಕೇಂದ್ರ ಸರ್ಕಾರದ ಯೋಜನೆಗಳನ್ನು ಜನರಿಗೆ ತಲುಪಿಸುವ ಕೆಲಸವನ್ನು ಕಾರ್ಯಕರ್ತರು ಮಾಡಬೇಕು. ಕ್ಷೇತ್ರದ ಜನರ ಸಮಸ್ಯೆಗಳಿಗೆ ಸ್ಪಂದಿಸಲು ಸದಾ ಸಿದ್ಧನಿದ್ದೇನೆ ಎಂದರು. bbox=[191, 320, 295, 354]
drc-logo-text: DRC bbox=[664, 362, 696, 377]
